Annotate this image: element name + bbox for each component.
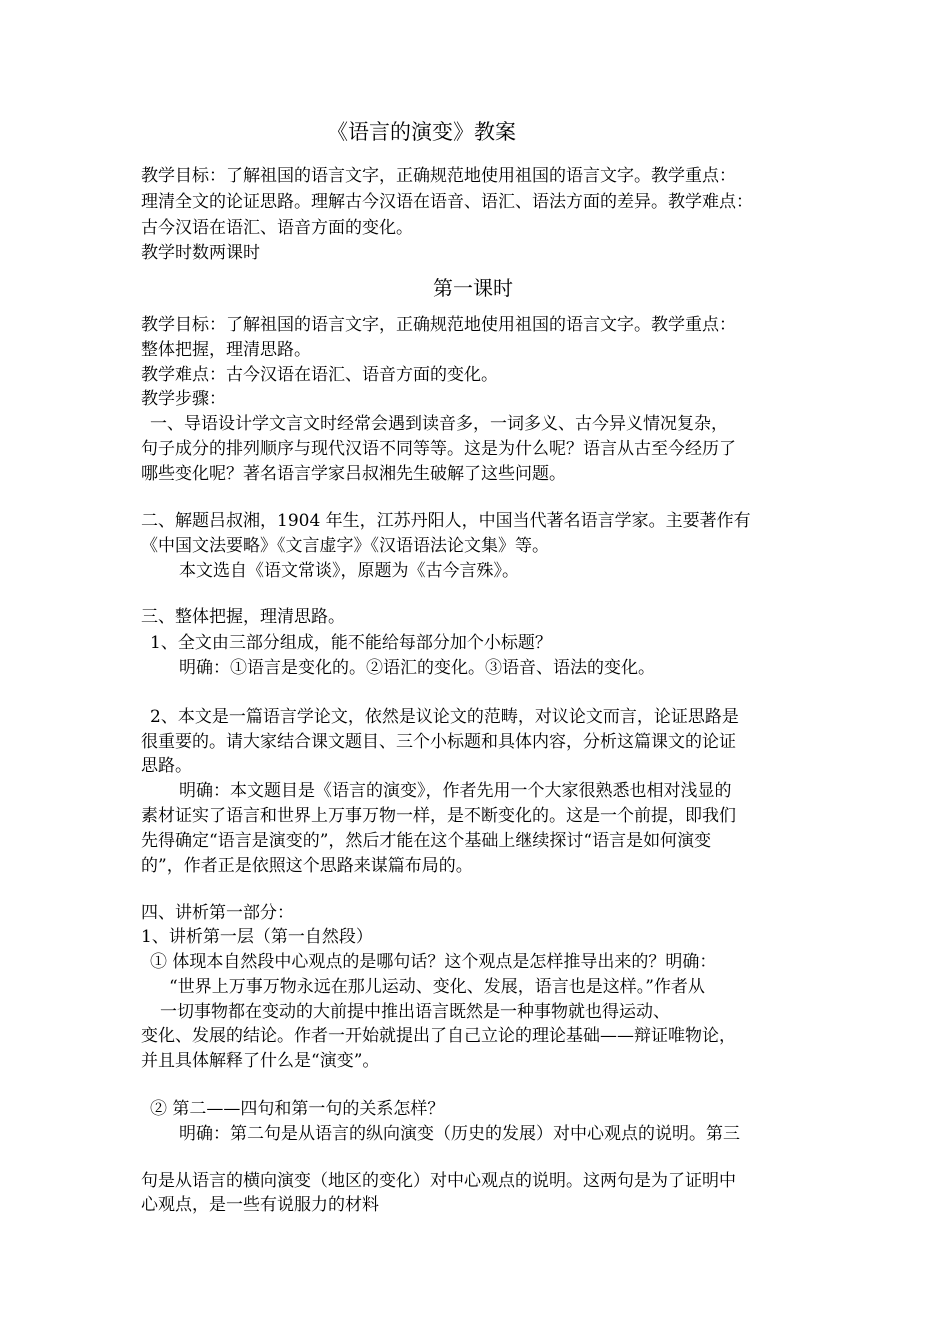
- intro-line: 古今汉语在语汇、语音方面的变化。: [141, 218, 413, 238]
- intro-line: 教学时数两课时: [141, 243, 260, 263]
- section-4b-line: 心观点，是一些有说服力的材料: [141, 1195, 379, 1215]
- section-3b-line: 素材证实了语言和世界上万事万物一样，是不断变化的。这是一个前提，即我们: [141, 806, 736, 826]
- section-3b-line: 明确：本文题目是《语言的演变》，作者先用一个大家很熟悉也相对浅显的: [179, 781, 732, 801]
- section-4-line: ① 体现本自然段中心观点的是哪句话？这个观点是怎样推导出来的？明确：: [150, 952, 717, 972]
- section-2-line: 本文选自《语文常谈》，原题为《古今言殊》。: [179, 561, 519, 581]
- section-2-line: 二、解题吕叔湘，1904 年生，江苏丹阳人，中国当代著名语言学家。主要著作有: [141, 511, 751, 531]
- lesson-title: 第一课时: [433, 276, 513, 300]
- document-title: 《语言的演变》教案: [327, 120, 516, 144]
- section-4b-line: 句是从语言的横向演变（地区的变化）对中心观点的说明。这两句是为了证明中: [141, 1171, 736, 1191]
- section-3b-line: 的”，作者正是依照这个思路来谋篇布局的。: [141, 856, 473, 876]
- intro-line: 教学目标：了解祖国的语言文字，正确规范地使用祖国的语言文字。教学重点：: [141, 166, 736, 186]
- lesson-goal-line: 教学目标：了解祖国的语言文字，正确规范地使用祖国的语言文字。教学重点：: [141, 315, 736, 335]
- intro-line: 理清全文的论证思路。理解古今汉语在语音、语汇、语法方面的差异。教学难点：: [141, 192, 753, 212]
- section-2-line: 《中国文法要略》《文言虚字》《汉语语法论文集》等。: [141, 536, 549, 556]
- section-3b-line: 思路。: [141, 756, 192, 776]
- lesson-goal-line: 教学难点：古今汉语在语汇、语音方面的变化。: [141, 365, 498, 385]
- lesson-goal-line: 教学步骤：: [141, 389, 226, 409]
- section-1-line: 哪些变化呢？著名语言学家吕叔湘先生破解了这些问题。: [141, 464, 566, 484]
- section-4-line: 变化、发展的结论。作者一开始就提出了自己立论的理论基础——辩证唯物论，: [141, 1026, 736, 1046]
- section-3-line: 明确：①语言是变化的。②语汇的变化。③语音、语法的变化。: [179, 658, 655, 678]
- lesson-goal-line: 整体把握，理清思路。: [141, 340, 311, 360]
- section-4-line: 一切事物都在变动的大前提中推出语言既然是一种事物就也得运动、: [160, 1002, 670, 1022]
- section-1-line: 句子成分的排列顺序与现代汉语不同等等。这是为什么呢？语言从古至今经历了: [141, 439, 736, 459]
- section-1-line: 一、导语设计学文言文时经常会遇到读音多，一词多义、古今异义情况复杂，: [150, 414, 728, 434]
- section-3b-line: 2、本文是一篇语言学论文，依然是议论文的范畴，对议论文而言，论证思路是: [150, 707, 739, 727]
- section-4-line: 并且具体解释了什么是“演变”。: [141, 1051, 380, 1071]
- section-3b-line: 先得确定“语言是演变的”，然后才能在这个基础上继续探讨“语言是如何演变: [141, 831, 712, 851]
- section-4b-line: 明确：第二句是从语言的纵向演变（历史的发展）对中心观点的说明。第三: [179, 1124, 740, 1144]
- section-4b-line: ② 第二——四句和第一句的关系怎样？: [150, 1099, 445, 1119]
- section-3b-line: 很重要的。请大家结合课文题目、三个小标题和具体内容，分析这篇课文的论证: [141, 732, 736, 752]
- section-3-line: 1、全文由三部分组成，能不能给每部分加个小标题？: [150, 633, 552, 653]
- section-4-heading: 四、讲析第一部分：: [141, 903, 294, 923]
- section-4-line: “世界上万事万物永远在那儿运动、变化、发展，语言也是这样。”作者从: [169, 977, 705, 997]
- section-4-line: 1、讲析第一层（第一自然段）: [141, 927, 373, 947]
- section-3-heading: 三、整体把握，理清思路。: [141, 607, 345, 627]
